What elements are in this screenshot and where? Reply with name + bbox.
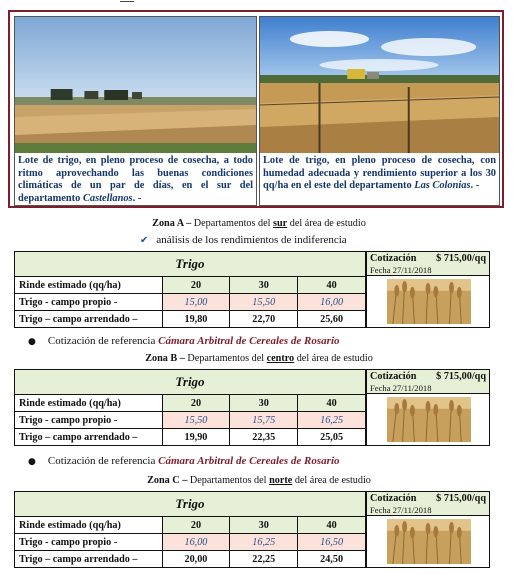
rinde-cell: 20 xyxy=(162,517,230,534)
top-edge-fragment xyxy=(120,0,134,2)
harvest-photo-las-colonias xyxy=(260,17,499,153)
row-label-rinde: Rinde estimado (qq/ha) xyxy=(15,517,163,534)
crop-header: Trigo xyxy=(15,370,366,395)
rinde-cell: 30 xyxy=(230,517,298,534)
arrendado-cell: 22,25 xyxy=(230,551,298,568)
photo-cell-harvest-south xyxy=(14,16,257,206)
propio-cell: 16,00 xyxy=(162,534,230,551)
rinde-cell: 40 xyxy=(298,517,366,534)
arrendado-cell: 24,50 xyxy=(298,551,366,568)
zone-a-table xyxy=(14,251,366,328)
zone-b-title: Zona B – Departamentos del centro del área de estudio xyxy=(145,353,373,364)
row-label-rinde: Rinde estimado (qq/ha) xyxy=(15,395,163,412)
zone-c-table xyxy=(14,491,366,568)
photo-panel xyxy=(8,10,504,208)
zone-c-wheat-image xyxy=(366,516,490,568)
checkmark-icon: ✔ xyxy=(140,235,149,246)
rinde-cell: 30 xyxy=(230,277,298,294)
crop-header: Trigo xyxy=(15,492,366,517)
crop-header: Trigo xyxy=(15,252,366,277)
zone-b-table xyxy=(14,369,366,446)
arrendado-cell: 19,90 xyxy=(162,429,230,446)
rinde-cell: 40 xyxy=(298,277,366,294)
photo-cell-harvest-east xyxy=(259,16,500,206)
propio-cell: 15,00 xyxy=(162,294,230,311)
propio-cell: 16,50 xyxy=(298,534,366,551)
propio-cell: 15,50 xyxy=(162,412,230,429)
propio-cell: 16,25 xyxy=(298,412,366,429)
arrendado-cell: 22,70 xyxy=(230,311,298,328)
zone-b-cotizacion: Cotización $ 715,00/qq Fecha 27/11/2018 xyxy=(366,369,490,394)
photo-caption-south: Lote de trigo, en pleno proceso de cosecha, a todo ritmo aprovechando las buenas condiciones climáticas de un par de días, en el sur del departamento Castellanos. - xyxy=(18,155,253,204)
zone-a-title: Zona A – Departamentos del sur del área de estudio xyxy=(152,218,366,229)
row-label-arrendado: Trigo – campo arrendado – xyxy=(15,429,163,446)
arrendado-cell: 19,80 xyxy=(162,311,230,328)
row-label-arrendado: Trigo – campo arrendado – xyxy=(15,551,163,568)
zone-c-cotizacion: Cotización $ 715,00/qq Fecha 27/11/2018 xyxy=(366,491,490,516)
rinde-cell: 20 xyxy=(162,277,230,294)
propio-cell: 16,25 xyxy=(230,534,298,551)
propio-cell: 15,75 xyxy=(230,412,298,429)
arrendado-cell: 20,00 xyxy=(162,551,230,568)
arrendado-cell: 25,60 xyxy=(298,311,366,328)
arrendado-cell: 22,35 xyxy=(230,429,298,446)
rinde-cell: 30 xyxy=(230,395,298,412)
rinde-cell: 40 xyxy=(298,395,366,412)
reference-note-a: ● Cotización de referencia Cámara Arbitral de Cereales de Rosario xyxy=(28,335,340,347)
rinde-cell: 20 xyxy=(162,395,230,412)
propio-cell: 16,00 xyxy=(298,294,366,311)
row-label-propio: Trigo - campo propio - xyxy=(15,534,163,551)
propio-cell: 15,50 xyxy=(230,294,298,311)
row-label-propio: Trigo - campo propio - xyxy=(15,412,163,429)
analysis-line: ✔ análisis de los rendimientos de indiferencia xyxy=(140,234,347,246)
zone-a-wheat-image xyxy=(366,276,490,328)
harvest-photo-castellanos xyxy=(15,17,256,153)
photo-caption-east: Lote de trigo, en pleno proceso de cosecha, con humedad adecuada y rendimiento superior a los 30 qq/ha en el este del departamento Las Colonias. - xyxy=(263,155,496,192)
row-label-arrendado: Trigo – campo arrendado – xyxy=(15,311,163,328)
zone-b-wheat-image xyxy=(366,394,490,446)
arrendado-cell: 25,05 xyxy=(298,429,366,446)
row-label-rinde: Rinde estimado (qq/ha) xyxy=(15,277,163,294)
row-label-propio: Trigo - campo propio - xyxy=(15,294,163,311)
reference-note-b: ● Cotización de referencia Cámara Arbitral de Cereales de Rosario xyxy=(28,455,340,467)
zone-c-title: Zona C – Departamentos del norte del área de estudio xyxy=(147,475,371,486)
zone-a-cotizacion: Cotización $ 715,00/qq Fecha 27/11/2018 xyxy=(366,251,490,276)
